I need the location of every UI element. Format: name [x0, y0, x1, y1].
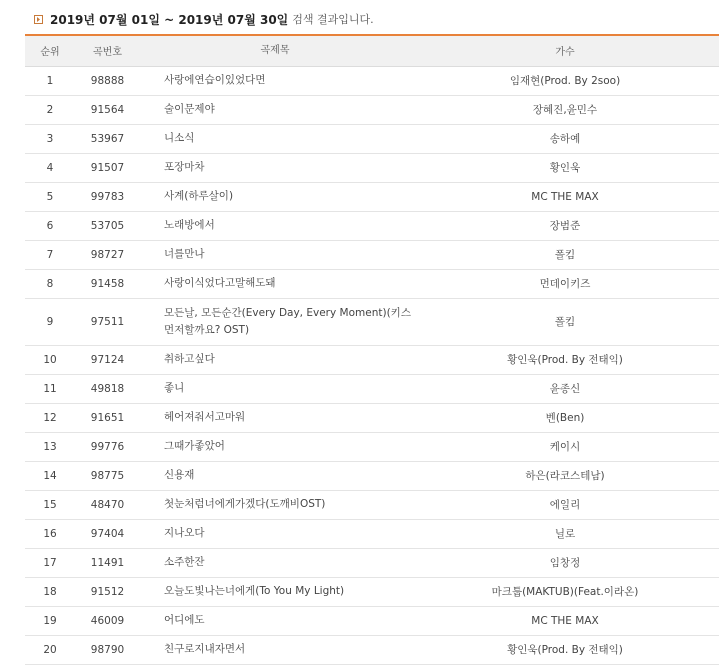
- artist-cell: 장범준: [411, 211, 719, 240]
- table-row[interactable]: [25, 95, 719, 124]
- table-row[interactable]: [25, 461, 719, 490]
- rank-cell: 20: [25, 635, 75, 664]
- table-row[interactable]: [25, 606, 719, 635]
- song-title-cell: 술이문제야: [140, 95, 411, 124]
- table-row[interactable]: [25, 403, 719, 432]
- song-number-cell: 99776: [75, 432, 140, 461]
- table-row[interactable]: [25, 577, 719, 606]
- column-header-rank: 순위: [25, 35, 75, 66]
- song-title-cell: 헤어져줘서고마워: [140, 403, 411, 432]
- table-header-row: [25, 35, 719, 66]
- table-row[interactable]: [25, 124, 719, 153]
- table-row[interactable]: [25, 211, 719, 240]
- song-title-cell: 취하고싶다: [140, 345, 411, 374]
- song-title-cell: 어디에도: [140, 606, 411, 635]
- artist-cell: 장혜진,윤민수: [411, 95, 719, 124]
- song-number-cell: 97124: [75, 345, 140, 374]
- song-title-cell: 첫눈처럼너에게가겠다(도깨비OST): [140, 490, 411, 519]
- song-title-cell: 포장마차: [140, 153, 411, 182]
- artist-cell: MC THE MAX: [411, 182, 719, 211]
- artist-cell: 폴킴: [411, 298, 719, 345]
- table-row[interactable]: [25, 635, 719, 664]
- song-title-cell: 사랑에연습이있었다면: [140, 66, 411, 95]
- artist-cell: 폴킴: [411, 240, 719, 269]
- song-number-cell: 48470: [75, 490, 140, 519]
- artist-cell: 송하예: [411, 124, 719, 153]
- artist-cell: 닐로: [411, 519, 719, 548]
- table-row[interactable]: [25, 66, 719, 95]
- artist-cell: 벤(Ben): [411, 403, 719, 432]
- song-number-cell: 91458: [75, 269, 140, 298]
- song-title-cell: 노래방에서: [140, 211, 411, 240]
- search-result-label: 검색 결과입니다.: [292, 13, 374, 26]
- artist-cell: 먼데이키즈: [411, 269, 719, 298]
- song-number-cell: 91651: [75, 403, 140, 432]
- artist-cell: 케이시: [411, 432, 719, 461]
- rank-cell: 18: [25, 577, 75, 606]
- song-number-cell: 91507: [75, 153, 140, 182]
- rank-cell: 8: [25, 269, 75, 298]
- rank-cell: 6: [25, 211, 75, 240]
- table-row[interactable]: [25, 240, 719, 269]
- rank-cell: 10: [25, 345, 75, 374]
- table-row[interactable]: [25, 432, 719, 461]
- song-title-cell: 오늘도빛나는너에게(To You My Light): [140, 577, 411, 606]
- song-title-cell: 니소식: [140, 124, 411, 153]
- song-title-cell: 사랑이식었다고말해도돼: [140, 269, 411, 298]
- table-row[interactable]: [25, 519, 719, 548]
- song-number-cell: 53705: [75, 211, 140, 240]
- song-title-cell: 친구로지내자면서: [140, 635, 411, 664]
- song-title-cell: 사계(하루살이): [140, 182, 411, 211]
- table-row[interactable]: [25, 374, 719, 403]
- song-number-cell: 46009: [75, 606, 140, 635]
- search-date-range: 2019년 07월 01일 ~ 2019년 07월 30일: [50, 12, 289, 27]
- rank-cell: 9: [25, 298, 75, 345]
- rank-cell: 17: [25, 548, 75, 577]
- artist-cell: 윤종신: [411, 374, 719, 403]
- song-number-cell: 91564: [75, 95, 140, 124]
- column-header-song-number: 곡번호: [75, 35, 140, 66]
- song-number-cell: 97404: [75, 519, 140, 548]
- song-number-cell: 98790: [75, 635, 140, 664]
- song-number-cell: 49818: [75, 374, 140, 403]
- artist-cell: 에일리: [411, 490, 719, 519]
- column-header-title: 곡제목: [140, 35, 411, 66]
- artist-cell: 황인욱(Prod. By 전태익): [411, 635, 719, 664]
- song-number-cell: 99783: [75, 182, 140, 211]
- artist-cell: 하은(라코스테남): [411, 461, 719, 490]
- rank-cell: 11: [25, 374, 75, 403]
- rank-cell: 12: [25, 403, 75, 432]
- song-title-cell: 소주한잔: [140, 548, 411, 577]
- table-row[interactable]: [25, 153, 719, 182]
- rank-cell: 13: [25, 432, 75, 461]
- rank-cell: 7: [25, 240, 75, 269]
- rank-cell: 3: [25, 124, 75, 153]
- song-title-cell: 좋니: [140, 374, 411, 403]
- song-number-cell: 91512: [75, 577, 140, 606]
- artist-cell: 황인욱: [411, 153, 719, 182]
- table-row[interactable]: [25, 490, 719, 519]
- artist-cell: 임재현(Prod. By 2soo): [411, 66, 719, 95]
- search-result-header: [34, 10, 374, 28]
- column-header-artist: 가수: [411, 35, 719, 66]
- rank-cell: 15: [25, 490, 75, 519]
- chart-table: [25, 34, 719, 665]
- artist-cell: 황인욱(Prod. By 전태익): [411, 345, 719, 374]
- artist-cell: 임창정: [411, 548, 719, 577]
- table-row[interactable]: [25, 298, 719, 345]
- song-title-cell: 신용재: [140, 461, 411, 490]
- table-row[interactable]: [25, 269, 719, 298]
- rank-cell: 14: [25, 461, 75, 490]
- song-title-cell: 모든날, 모든순간(Every Day, Every Moment)(키스먼저할까요? OST): [140, 298, 411, 345]
- rank-cell: 19: [25, 606, 75, 635]
- song-title-cell: 너를만나: [140, 240, 411, 269]
- song-number-cell: 98888: [75, 66, 140, 95]
- song-number-cell: 98775: [75, 461, 140, 490]
- table-row[interactable]: [25, 345, 719, 374]
- artist-cell: MC THE MAX: [411, 606, 719, 635]
- song-title-cell: 그때가좋았어: [140, 432, 411, 461]
- table-row[interactable]: [25, 182, 719, 211]
- rank-cell: 1: [25, 66, 75, 95]
- table-row[interactable]: [25, 548, 719, 577]
- song-number-cell: 97511: [75, 298, 140, 345]
- table-body: [25, 66, 719, 664]
- arrow-right-icon: [34, 15, 43, 24]
- rank-cell: 2: [25, 95, 75, 124]
- artist-cell: 마크툽(MAKTUB)(Feat.이라온): [411, 577, 719, 606]
- song-number-cell: 98727: [75, 240, 140, 269]
- song-title-cell: 지나오다: [140, 519, 411, 548]
- song-number-cell: 53967: [75, 124, 140, 153]
- song-number-cell: 11491: [75, 548, 140, 577]
- rank-cell: 5: [25, 182, 75, 211]
- rank-cell: 16: [25, 519, 75, 548]
- rank-cell: 4: [25, 153, 75, 182]
